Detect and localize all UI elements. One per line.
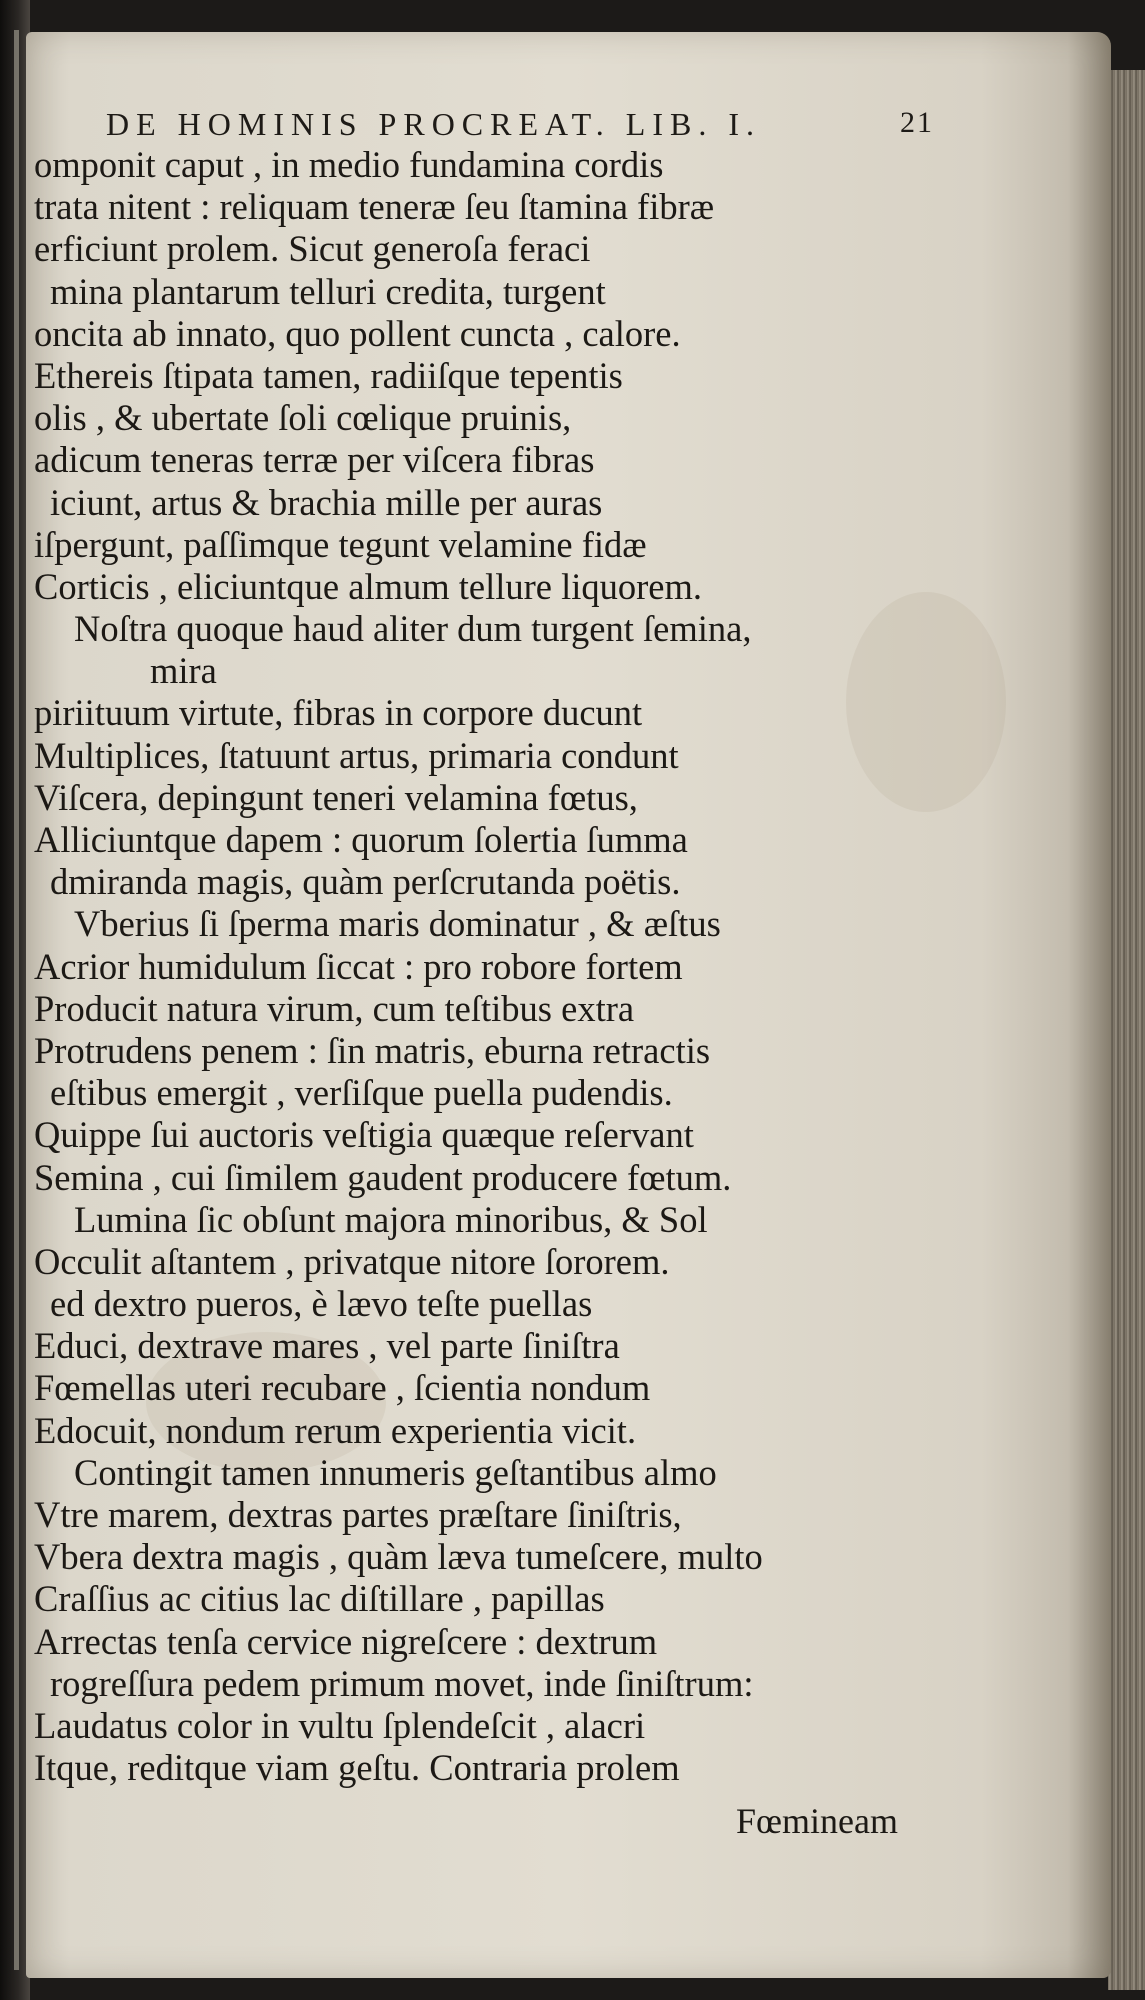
text-line: rogreſſura pedem primum movet, inde ſiniſtrum: bbox=[50, 1662, 754, 1704]
text-line: Corticis , eliciuntque almum tellure liquorem. bbox=[34, 565, 702, 607]
text-line: trata nitent : reliquam teneræ ſeu ſtamina fibræ bbox=[34, 186, 715, 228]
text-line: Vberius ſi ſperma maris dominatur , & æſtus bbox=[74, 903, 721, 945]
text-line: adicum teneras terræ per viſcera fibras bbox=[34, 439, 595, 481]
text-line: Multiplices, ſtatuunt artus, primaria condunt bbox=[34, 734, 679, 776]
text-line: Craſſius ac citius lac diſtillare , papillas bbox=[34, 1578, 605, 1620]
text-line: Alliciuntque dapem : quorum ſolertia ſumma bbox=[34, 819, 688, 860]
text-line: Contingit tamen innumeris geſtantibus almo bbox=[74, 1451, 717, 1493]
text-line: eſtibus emergit , verſiſque puella pudendis. bbox=[50, 1072, 673, 1114]
text-line: Laudatus color in vultu ſplendeſcit , alacri bbox=[34, 1704, 646, 1746]
text-line: Acrior humidulum ſiccat : pro robore fortem bbox=[34, 945, 683, 987]
page-number: 21 bbox=[900, 106, 934, 139]
text-line: Arrectas tenſa cervice nigreſcere : dextrum bbox=[34, 1620, 658, 1662]
text-line: Vtre marem, dextras partes præſtare ſiniſtris, bbox=[34, 1494, 682, 1535]
text-line: Edocuit, nondum rerum experientia vicit. bbox=[34, 1409, 637, 1451]
text-line: dmiranda magis, quàm perſcrutanda poëtis. bbox=[50, 861, 681, 903]
text-line: mira bbox=[150, 650, 217, 692]
text-line: Educi, dextrave mares , vel parte ſiniſtra bbox=[34, 1325, 620, 1367]
text-line: olis , & ubertate ſoli cœlique pruinis, bbox=[34, 397, 572, 439]
text-line: Ethereis ſtipata tamen, radiiſque tepentis bbox=[34, 354, 623, 396]
text-line: iciunt, artus & brachia mille per auras bbox=[50, 481, 603, 523]
text-line: mina plantarum telluri credita, turgent bbox=[50, 270, 606, 312]
text-line: iſpergunt, paſſimque tegunt velamine fidæ bbox=[34, 523, 647, 565]
text-line: Itque, reditque viam geſtu. Contraria prolem bbox=[34, 1747, 680, 1789]
verse-text bbox=[34, 144, 1034, 1789]
text-line: omponit caput , in medio fundamina cordis bbox=[34, 144, 664, 185]
text-line: Noſtra quoque haud aliter dum turgent ſemina, bbox=[74, 608, 752, 650]
text-line: piriituum virtute, fibras in corpore ducunt bbox=[34, 692, 643, 734]
page-edges bbox=[1108, 70, 1145, 1990]
text-line: Vbera dextra magis , quàm læva tumeſcere, multo bbox=[34, 1536, 763, 1578]
text-line: Occulit aſtantem , privatque nitore ſororem. bbox=[34, 1240, 670, 1282]
text-line: Fœmellas uteri recubare , ſcientia nondum bbox=[34, 1367, 651, 1409]
text-line: Quippe ſui auctoris veſtigia quæque reſervant bbox=[34, 1114, 694, 1156]
catchword: Fœmineam bbox=[736, 1801, 898, 1841]
text-line: oncita ab innato, quo pollent cuncta , calore. bbox=[34, 312, 681, 354]
text-line: Viſcera, depingunt teneri velamina fœtus, bbox=[34, 776, 638, 818]
text-line: erficiunt prolem. Sicut generoſa feraci bbox=[34, 228, 591, 270]
spine-edge bbox=[14, 30, 19, 1970]
text-line: Producit natura virum, cum teſtibus extra bbox=[34, 987, 635, 1029]
text-line: Lumina ſic obſunt majora minoribus, & Sol bbox=[74, 1198, 708, 1240]
running-header: DE HOMINIS PROCREAT. LIB. I. bbox=[106, 106, 761, 142]
text-line: ed dextro pueros, è lævo teſte puellas bbox=[50, 1283, 593, 1325]
text-line: Protrudens penem : ſin matris, eburna retractis bbox=[34, 1029, 711, 1071]
text-line: Semina , cui ſimilem gaudent producere fœtum. bbox=[34, 1156, 732, 1198]
